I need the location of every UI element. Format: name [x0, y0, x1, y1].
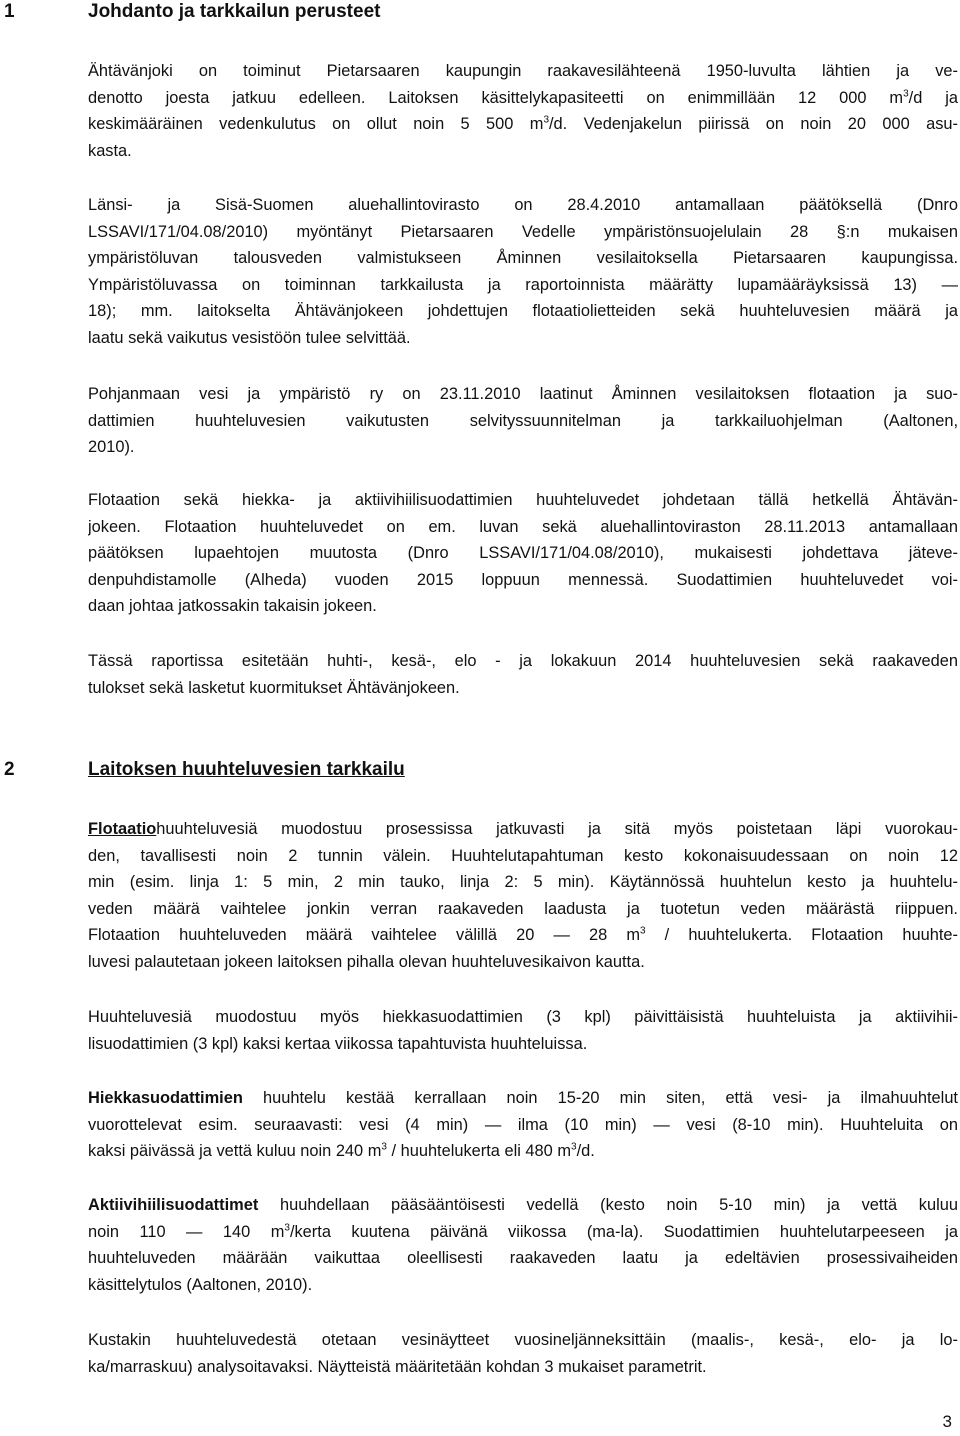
text-line: Pohjanmaan vesi ja ympäristö ry on 23.11.2010 laatinut Åminnen vesilaitoksen flotaation ja suo- — [88, 385, 958, 403]
text-line: kaksi päivässä ja vettä kuluu noin 240 $m^3$ / huuhtelukerta eli 480 $m^3/d$. — [88, 1141, 595, 1160]
text-line: jokeen. Flotaation huuhteluvedet on em. luvan sekä aluehallintoviraston 28.11.2013 antamallaan — [88, 517, 958, 536]
text-line: Ympäristöluvassa on toiminnan tarkkailusta ja raportoinnista määrätty lupamääräyksissä 13) — — [88, 275, 958, 294]
text-line: vuorottelevat esim. seuraavasti: vesi (4 min) — ilma (10 min) — vesi (8-10 min). Huuhteluita on — [88, 1115, 958, 1134]
text-line: min (esim. linja 1: 5 min, 2 min tauko, linja 2: 5 min). Käytännössä huuhtelun kesto ja huuhtelu- — [88, 873, 958, 891]
text-line: Aktiivihiilisuodattimet huuhdellaan pääsääntöisesti vedellä (kesto noin 5-10 min) ja vettä kuluu — [88, 1196, 958, 1214]
text-line: daan johtaa jatkossakin takaisin jokeen. — [88, 597, 377, 615]
text-line: ympäristöluvan talousveden valmistukseen Åminnen vesilaitoksella Pietarsaaren kaupungissa. — [88, 249, 958, 267]
superscript: 3 — [903, 88, 909, 100]
superscript: 3 — [571, 1141, 577, 1153]
text-line: luvesi palautetaan jokeen laitoksen pihalla olevan huuhteluvesikaivon kautta. — [88, 952, 645, 971]
section-number: 2 — [4, 759, 15, 780]
text-line: 18); mm. laitokselta Ähtävänjokeen johdettujen flotaatiolietteiden sekä huuhteluvesien määrä ja — [88, 302, 958, 320]
superscript: 3 — [543, 114, 549, 126]
text-line: tulokset sekä lasketut kuormitukset Ähtävänjokeen. — [88, 678, 460, 697]
keyword: Aktiivihiilisuodattimet — [88, 1196, 259, 1214]
text-line: Flotaatiohuuhteluvesiä muodostuu prosessissa jatkuvasti ja sitä myös poistetaan läpi vuorokau- — [88, 820, 958, 838]
text-line: 2010). — [88, 438, 135, 456]
paragraph-sand-filters — [88, 1085, 958, 1165]
text-line: den, tavallisesti noin 2 tunnin välein. Huuhtelutapahtuman kesto kokonaisuudessaan on noin 12 — [88, 846, 958, 865]
text-line: Flotaation huuhteluveden määrä vaihtelee välillä 20 — 28 $m^3$ / huuhtelukerta. Flotaation huuhte- — [88, 925, 958, 944]
text-line: laatu sekä vaikutus vesistöön tulee selvittää. — [88, 328, 411, 347]
keyword: Flotaatio — [88, 820, 157, 838]
text-line: käsittelytulos (Aaltonen, 2010). — [88, 1275, 313, 1294]
superscript: 3 — [639, 925, 646, 937]
section-title: Laitoksen huuhteluvesien tarkkailu — [88, 759, 405, 780]
superscript: 3 — [284, 1222, 290, 1234]
paragraph-carbon-filters — [88, 1192, 958, 1298]
text-line: denpuhdistamolle (Alheda) vuoden 2015 loppuun mennessä. Suodattimien huuhteluvedet voi- — [88, 570, 958, 589]
text-line: keskimääräinen vedenkulutus on ollut noin 5 500 $m^3/d$. Vedenjakelun piirissä on noin 20 000 asu- — [88, 114, 958, 133]
text-line: Tässä raportissa esitetään huhti-, kesä-, elo - ja lokakuun 2014 huuhteluvesien sekä raakaveden — [88, 652, 958, 670]
text-line: noin 110 — 140 $m^3$/kerta kuutena päivänä viikossa (ma-la). Suodattimien huuhtelutarpeeseen ja — [88, 1222, 958, 1241]
text-line: LSSAVI/171/04.08/2010) myöntänyt Pietarsaaren Vedelle ympäristönsuojelulain 28 §:n mukaisen — [88, 222, 958, 241]
text-line: huuhteluveden määrään vaikuttaa oleellisesti raakaveden laatu ja edeltävien prosessivaiheiden — [88, 1249, 958, 1267]
text-line: lisuodattimien (3 kpl) kaksi kertaa viikossa tapahtuvista huuhteluissa. — [88, 1034, 588, 1053]
text-line: dattimien huuhteluvesien vaikutusten selvityssuunnitelman ja tarkkailuohjelman (Aaltonen, — [88, 411, 958, 430]
text-line: päätöksen lupaehtojen muutosta (Dnro LSSAVI/171/04.08/2010), mukaisesti johdettava jäteve- — [88, 544, 958, 562]
paragraph-flotation — [88, 816, 958, 975]
text-line: Hiekkasuodattimien huuhtelu kestää kerrallaan noin 15-20 min siten, että vesi- ja ilmahuuhtelut — [88, 1089, 958, 1107]
paragraph-intro — [88, 58, 958, 164]
page-number: 3 — [942, 1412, 952, 1431]
text-line: Länsi- ja Sisä-Suomen aluehallintovirasto on 28.4.2010 antamallaan päätöksellä (Dnro — [88, 196, 958, 214]
text-line: Ähtävänjoki on toiminut Pietarsaaren kaupungin raakavesilähteenä 1950-luvulta lähtien ja ve- — [88, 62, 958, 80]
text-line: ka/marraskuu) analysoitavaksi. Näytteistä määritetään kohdan 3 mukaiset parametrit. — [88, 1357, 707, 1376]
paragraph-sampling — [88, 1327, 958, 1380]
text-line: kasta. — [88, 141, 132, 160]
paragraph-plan — [88, 381, 958, 461]
text-line: Flotaation sekä hiekka- ja aktiivihiilisuodattimien huuhteluvedet johdetaan tällä hetkellä Ähtävän- — [88, 491, 958, 509]
superscript: 3 — [381, 1141, 387, 1153]
text-line: denotto joesta jatkuu edelleen. Laitoksen käsittelykapasiteetti on enimmillään 12 000 $m^3/d$ ja — [88, 88, 958, 107]
section-number: 1 — [4, 1, 15, 22]
section-title: Johdanto ja tarkkailun perusteet — [88, 1, 381, 22]
text-line: Huuhteluvesiä muodostuu myös hiekkasuodattimien (3 kpl) päivittäisistä huuhteluista ja aktiivihii- — [88, 1008, 958, 1026]
paragraph-discharge — [88, 487, 958, 620]
paragraph-report-scope — [88, 648, 958, 701]
paragraph-filters — [88, 1004, 958, 1057]
keyword: Hiekkasuodattimien — [88, 1089, 243, 1107]
paragraph-permit — [88, 192, 958, 351]
text-line: veden määrä vaihtelee jonkin verran raakaveden laadusta ja tuotetun veden määrästä riippuen. — [88, 899, 958, 918]
text-line: Kustakin huuhteluvedestä otetaan vesinäytteet vuosineljänneksittäin (maalis-, kesä-, elo- ja lo- — [88, 1331, 958, 1349]
